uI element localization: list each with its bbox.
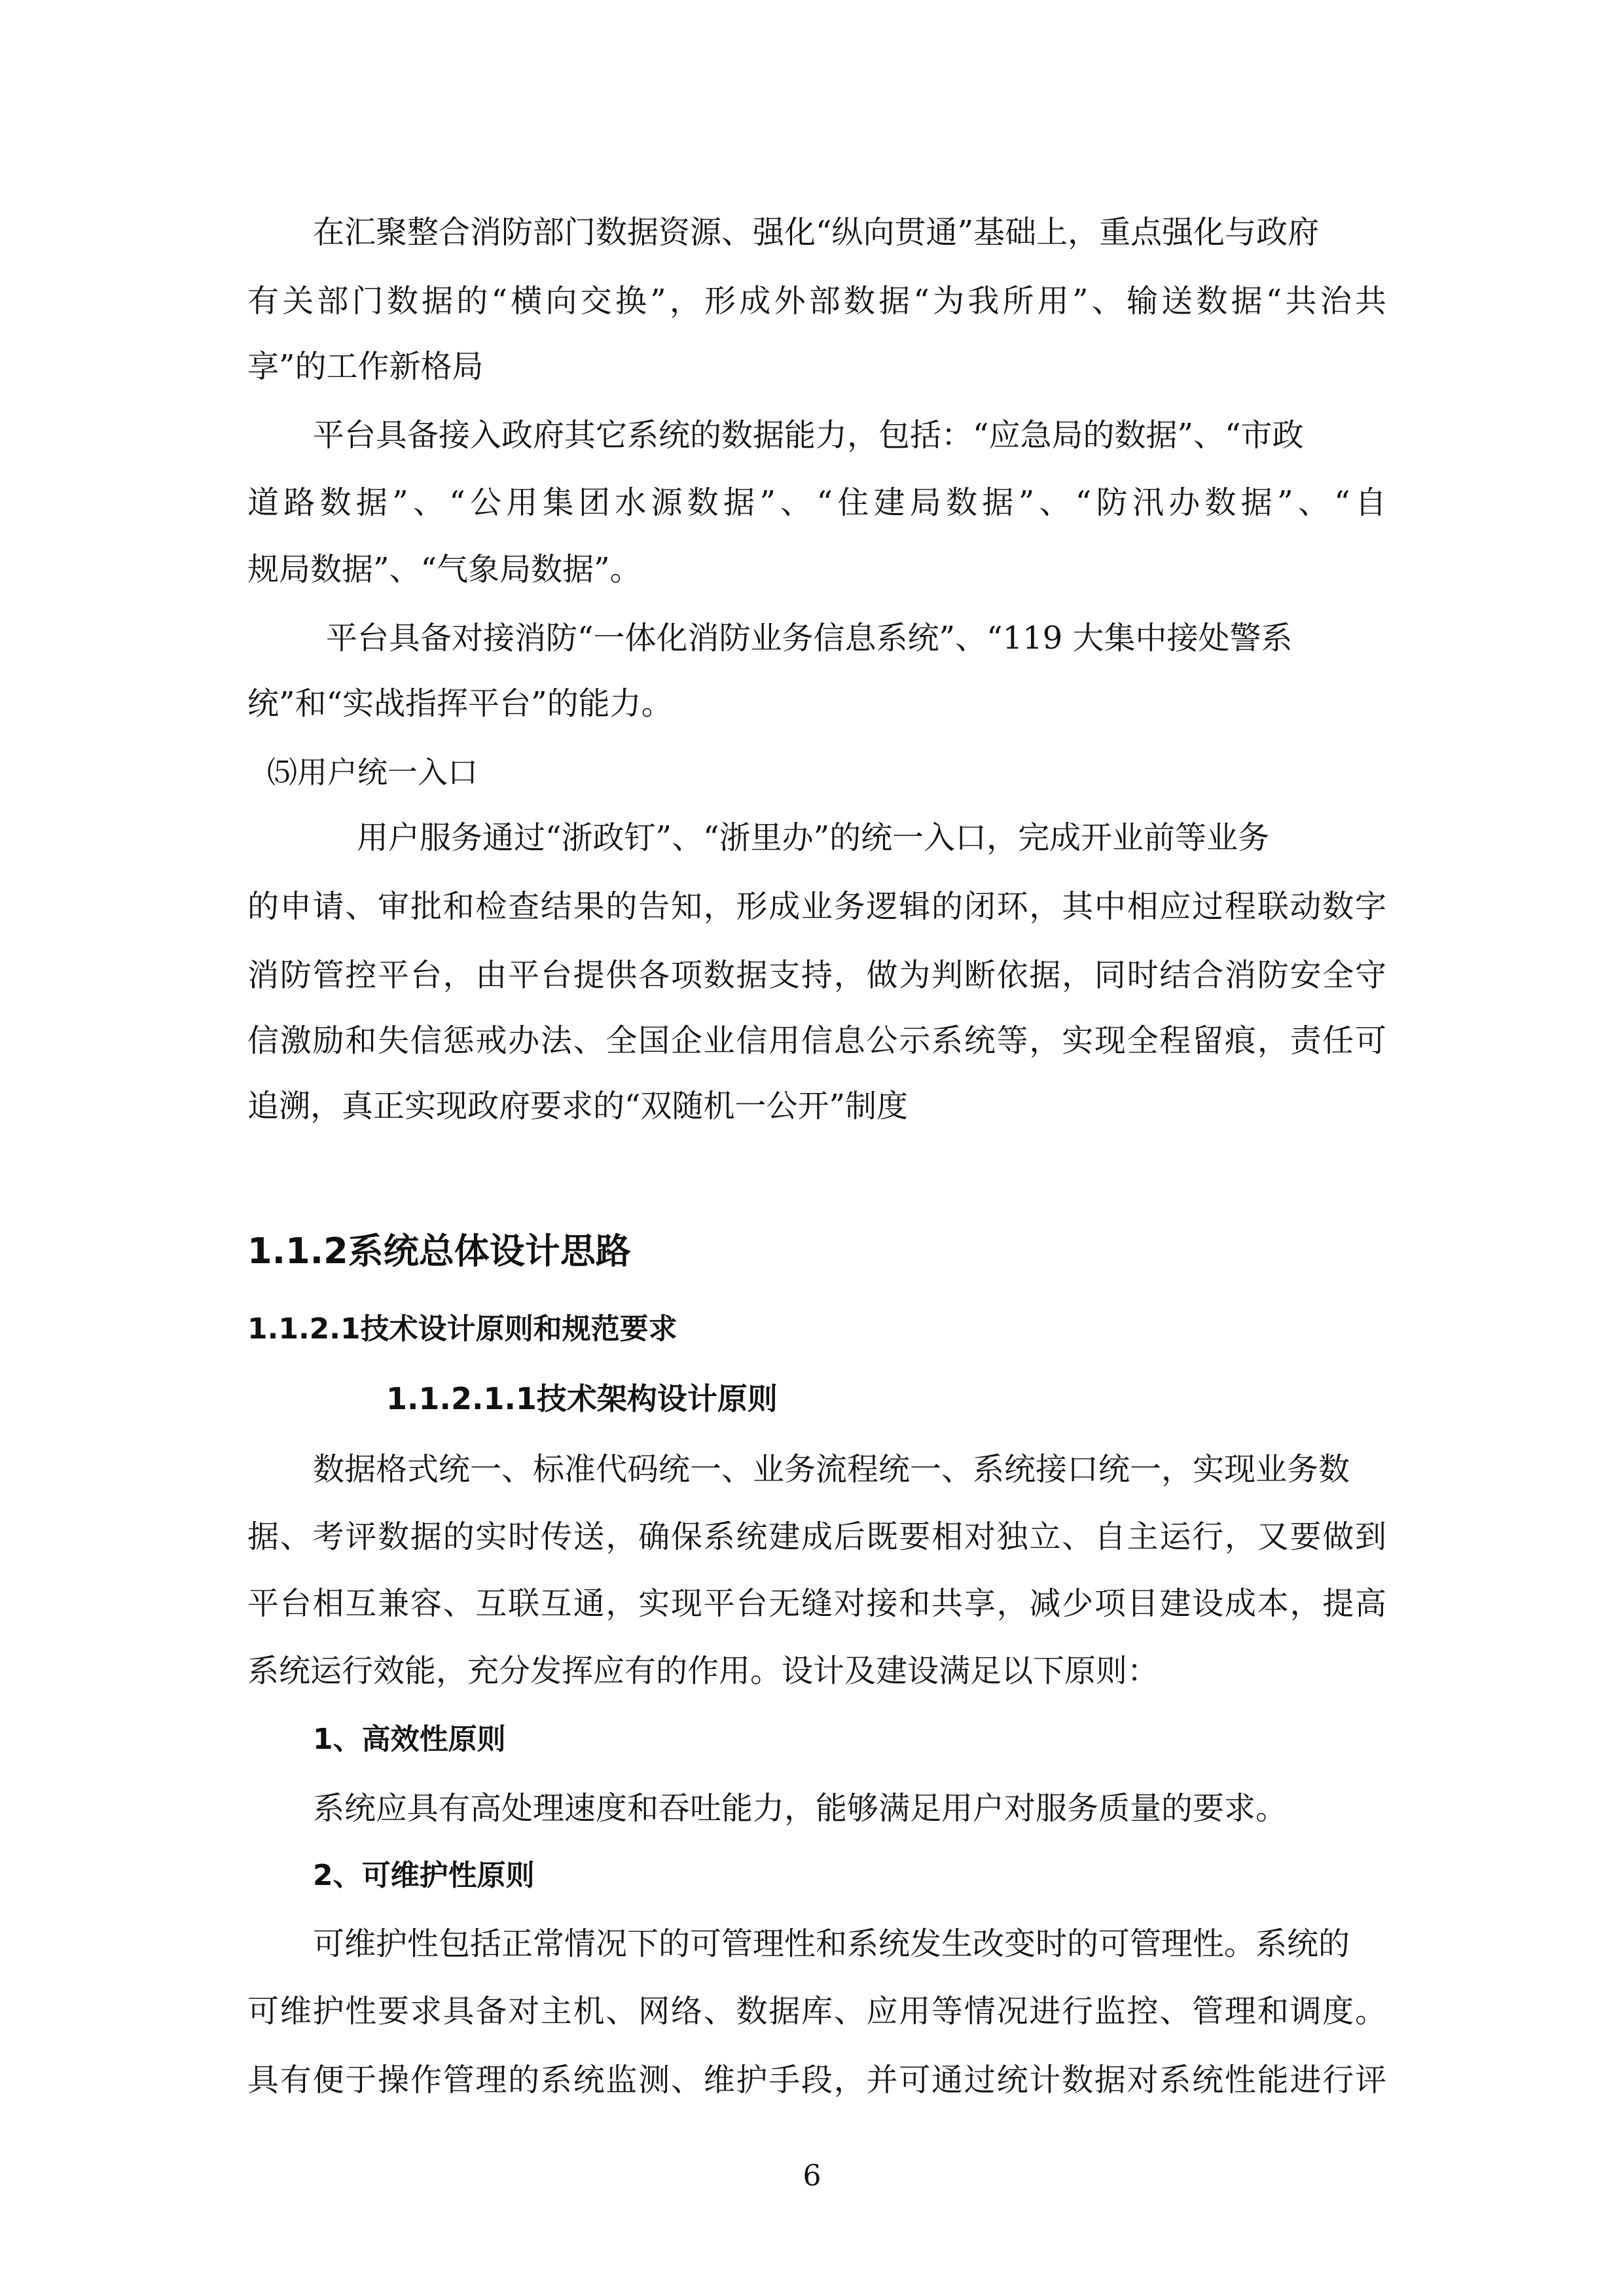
paragraph-4-line-2: 的申请、审批和检查结果的告知，形成业务逻辑的闭环，其中相应过程联动数字 <box>247 888 1386 925</box>
paragraph-3-line-1: 平台具备对接消防“一体化消防业务信息系统”、“119 大集中接处警系 <box>326 620 1293 656</box>
paragraph-5-line-4: 系统运行效能，充分发挥应有的作用。设计及建设满足以下原则： <box>247 1653 1159 1689</box>
paragraph-1-line-3: 享”的工作新格局 <box>247 348 484 385</box>
page-number: 6 <box>803 2159 821 2193</box>
principle-1-text: 系统应具有高处理速度和吞吐能力，能够满足用户对服务质量的要求。 <box>313 1790 1288 1827</box>
item-5-title: ⑸用户统一入口 <box>267 755 478 790</box>
paragraph-1-line-2: 有关部门数据的“横向交换”，形成外部数据“为我所用”、输送数据“共治共 <box>247 283 1386 319</box>
principle-1-title: 1、高效性原则 <box>313 1723 506 1756</box>
paragraph-2-line-3: 规局数据”、“气象局数据”。 <box>247 551 641 588</box>
paragraph-6-line-2: 可维护性要求具备对主机、网络、数据库、应用等情况进行监控、管理和调度。 <box>247 1993 1386 2030</box>
paragraph-1-line-1: 在汇聚整合消防部门数据资源、强化“纵向贯通”基础上，重点强化与政府 <box>313 214 1320 251</box>
paragraph-2-line-2: 道路数据”、“公用集团水源数据”、“住建局数据”、“防汛办数据”、“自 <box>247 484 1386 521</box>
paragraph-6-line-1: 可维护性包括正常情况下的可管理性和系统发生改变时的可管理性。系统的 <box>313 1926 1350 1962</box>
section-heading-1-1-2-1-1: 1.1.2.1.1技术架构设计原则 <box>386 1381 778 1416</box>
paragraph-4-line-5: 追溯，真正实现政府要求的“双随机一公开”制度 <box>247 1088 909 1124</box>
paragraph-6-line-3: 具有便于操作管理的系统监测、维护手段，并可通过统计数据对系统性能进行评 <box>247 2062 1386 2098</box>
section-heading-1-1-2-1: 1.1.2.1技术设计原则和规范要求 <box>247 1312 677 1346</box>
paragraph-4-line-3: 消防管控平台，由平台提供各项数据支持，做为判断依据，同时结合消防安全守 <box>247 957 1386 994</box>
paragraph-5-line-3: 平台相互兼容、互联互通，实现平台无缝对接和共享，减少项目建设成本，提高 <box>247 1585 1386 1622</box>
paragraph-4-line-1: 用户服务通过“浙政钉”、“浙里办”的统一入口，完成开业前等业务 <box>357 819 1270 856</box>
paragraph-4-line-4: 信激励和失信惩戒办法、全国企业信用信息公示系统等，实现全程留痕，责任可 <box>247 1022 1386 1059</box>
principle-2-title: 2、可维护性原则 <box>313 1859 535 1892</box>
section-heading-1-1-2: 1.1.2系统总体设计思路 <box>247 1230 631 1272</box>
paragraph-3-line-2: 统”和“实战指挥平台”的能力。 <box>247 685 673 722</box>
paragraph-2-line-1: 平台具备接入政府其它系统的数据能力，包括：“应急局的数据”、“市政 <box>313 417 1304 454</box>
paragraph-5-line-2: 据、考评数据的实时传送，确保系统建成后既要相对独立、自主运行，又要做到 <box>247 1518 1386 1555</box>
paragraph-5-line-1: 数据格式统一、标准代码统一、业务流程统一、系统接口统一，实现业务数 <box>313 1451 1350 1488</box>
